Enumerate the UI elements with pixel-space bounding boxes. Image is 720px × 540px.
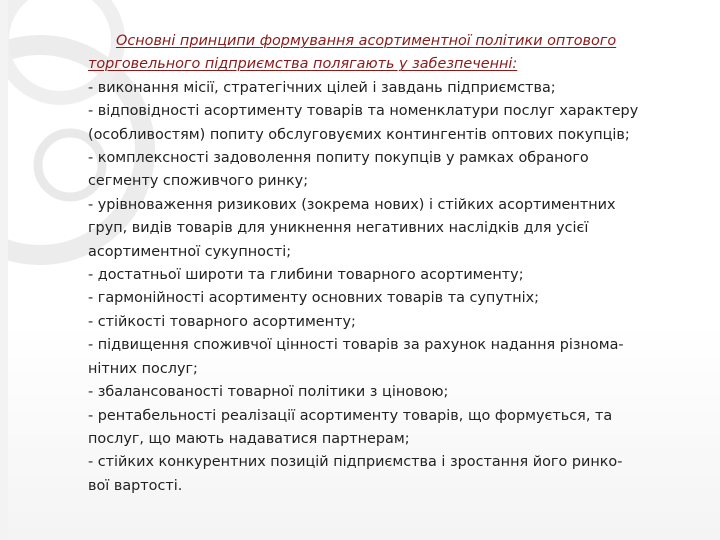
principles-text	[88, 30, 712, 498]
list-line: - комплексності задоволення попиту покупців у рамках обраного	[88, 150, 589, 167]
list-line: груп, видів товарів для уникнення негативних наслідків для усієї	[88, 220, 589, 237]
list-line: вої вартості.	[88, 477, 183, 494]
list-line: - гармонійності асортименту основних товарів та супутніх;	[88, 290, 540, 307]
list-line: - відповідності асортименту товарів та номенклатури послуг характеру	[88, 103, 639, 120]
list-line: - достатньої широти та глибини товарного асортименту;	[88, 267, 524, 284]
list-line: - стійких конкурентних позицій підприємства і зростання його ринко-	[88, 454, 623, 471]
heading-line-2: торговельного підприємства полягають у забезпеченні:	[88, 56, 518, 73]
heading-line-1	[88, 30, 712, 53]
list-line: - стійкості товарного асортименту;	[88, 313, 356, 330]
list-line: - рентабельності реалізації асортименту товарів, що формується, та	[88, 407, 613, 424]
heading-text-1: Основні принципи формування асортиментної політики оптового	[116, 33, 617, 49]
list-line: послуг, що мають надаватися партнерам;	[88, 430, 410, 447]
list-line: - урівноваження ризикових (зокрема нових) і стійких асортиментних	[88, 196, 616, 213]
left-edge-shade	[0, 0, 8, 540]
list-line: - виконання місії, стратегічних цілей і завдань підприємства;	[88, 79, 556, 96]
list-line: - збалансованості товарної політики з ціновою;	[88, 384, 449, 401]
list-line: (особливостям) попиту обслуговуємих контингентів оптових покупців;	[88, 126, 630, 143]
list-line: нітних послуг;	[88, 360, 198, 377]
list-line: сегменту споживчого ринку;	[88, 173, 309, 190]
list-line: асортиментної сукупності;	[88, 243, 292, 260]
list-line: - підвищення споживчої цінності товарів за рахунок надання різнома-	[88, 337, 624, 354]
